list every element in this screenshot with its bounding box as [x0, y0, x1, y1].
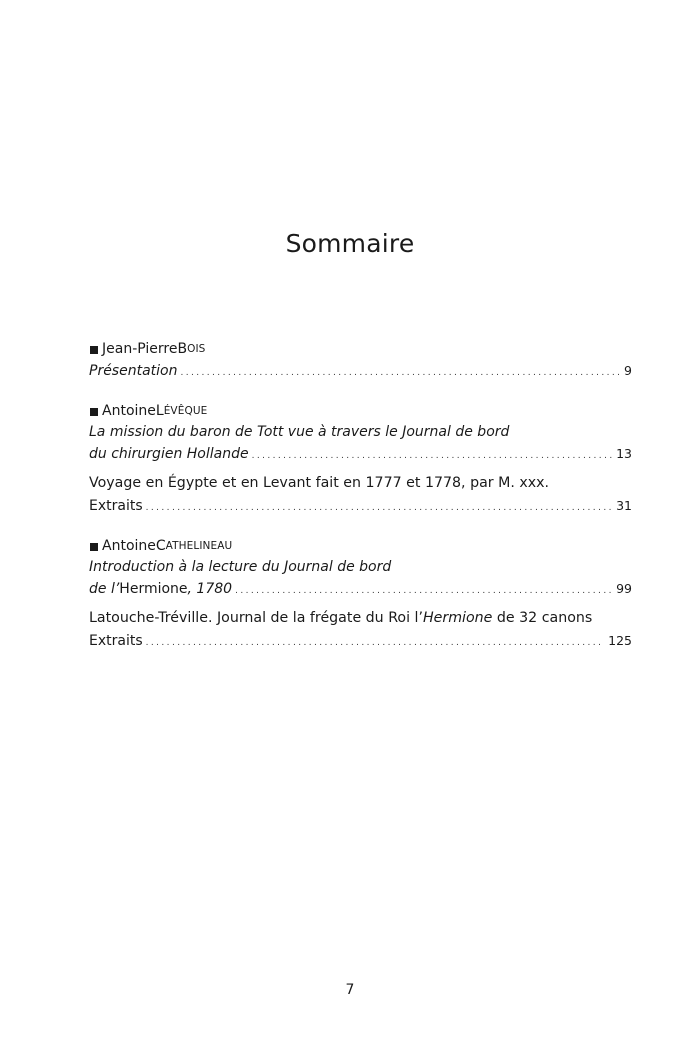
- page-folio: 7: [345, 982, 355, 998]
- toc-leader-line: [89, 630, 632, 651]
- ship-name-italic: Hermione: [423, 610, 493, 626]
- dot-leader: [146, 633, 605, 654]
- square-bullet-icon: [90, 543, 98, 551]
- title-part: de l’: [89, 581, 120, 597]
- dot-leader: [235, 581, 612, 602]
- toc-leader-line: [89, 578, 632, 599]
- ship-name-roman: Hermione: [119, 581, 188, 597]
- title-part: Latouche-Tréville. Journal de la frégate du Roi l’: [89, 610, 423, 626]
- document-subtitle: Extraits: [89, 498, 143, 514]
- entry-title-line: La mission du baron de Tott vue à travers le Journal de bord: [89, 424, 510, 440]
- author-first-name: Antoine: [102, 403, 156, 419]
- square-bullet-icon: [90, 408, 98, 416]
- page-number: 9: [624, 363, 632, 378]
- toc-entry-latouche-document: [89, 608, 632, 651]
- author-last-initial: C: [155, 538, 166, 554]
- toc-entry-cathelineau: [89, 536, 632, 599]
- page-number: 125: [608, 633, 632, 648]
- dot-leader: [180, 363, 620, 384]
- dot-leader: [146, 498, 612, 519]
- author-last-smallcaps: OIS: [187, 343, 206, 355]
- table-of-contents: [89, 339, 632, 651]
- page-title: Sommaire: [285, 229, 415, 258]
- author-line: [89, 339, 632, 360]
- author-first-name: Antoine: [102, 538, 156, 554]
- author-line: [89, 536, 632, 557]
- entry-title-continued: du chirurgien Hollande: [89, 446, 249, 462]
- entry-title-line: Introduction à la lecture du Journal de bord: [89, 559, 392, 575]
- author-last-initial: B: [177, 341, 188, 357]
- toc-entry-leveque: [89, 401, 632, 464]
- author-last-smallcaps: ÉVÊQUE: [163, 405, 208, 417]
- page-number: 99: [616, 581, 632, 596]
- toc-entry-voyage-document: [89, 473, 632, 516]
- document-title: Voyage en Égypte et en Levant fait en 1777 et 1778, par M. xxx.: [89, 475, 550, 491]
- dot-leader: [252, 446, 613, 467]
- author-first-name: Jean-Pierre: [102, 341, 178, 357]
- document-title: [89, 608, 632, 630]
- page-number: 31: [616, 498, 632, 513]
- toc-leader-line: [89, 443, 632, 464]
- author-last-initial: L: [155, 403, 164, 419]
- title-part: , 1780: [187, 581, 233, 597]
- author-last-smallcaps: ATHELINEAU: [165, 540, 233, 552]
- toc-entry-bois: [89, 339, 632, 381]
- author-line: [89, 401, 632, 422]
- entry-title: Présentation: [89, 363, 178, 379]
- page-number: 13: [616, 446, 632, 461]
- toc-leader-line: [89, 495, 632, 516]
- document-subtitle: Extraits: [89, 633, 143, 649]
- title-part: de 32 canons: [492, 610, 593, 626]
- entry-title-continued: [89, 579, 232, 600]
- square-bullet-icon: [90, 346, 98, 354]
- toc-leader-line: [89, 360, 632, 381]
